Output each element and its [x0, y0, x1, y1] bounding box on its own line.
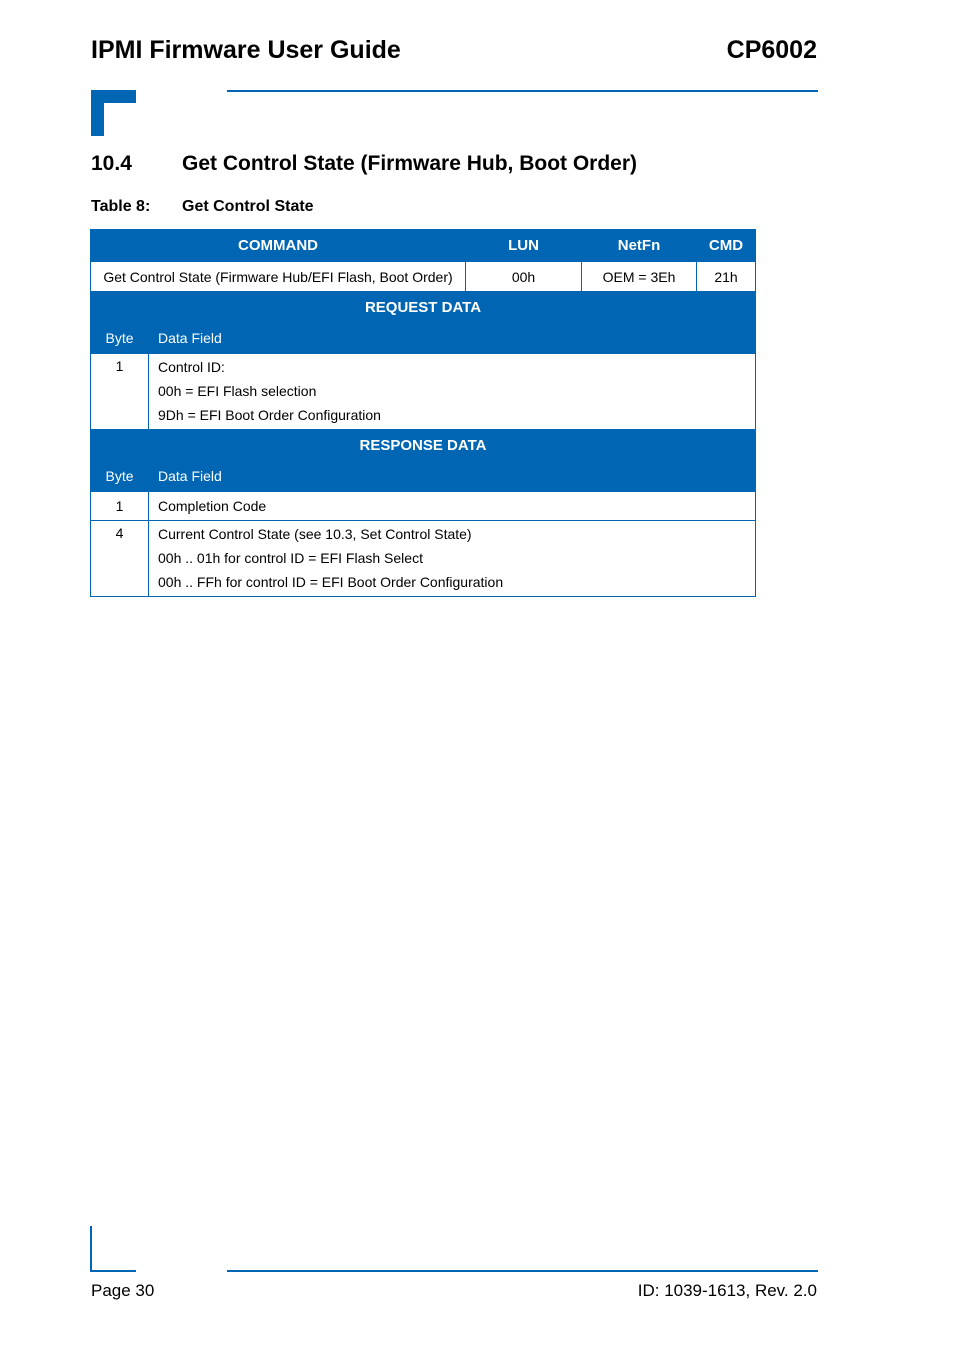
request-subheader-row — [91, 323, 756, 354]
data-field-cell: Completion Code — [149, 492, 756, 521]
byte-cell: 4 — [91, 521, 149, 597]
data-field-line: Current Control State (see 10.3, Set Control State) — [158, 526, 472, 542]
product-name: CP6002 — [726, 36, 817, 64]
footer-rule — [227, 1270, 818, 1272]
column-header-command: COMMAND — [91, 230, 466, 262]
request-field-header: Data Field — [149, 323, 756, 354]
request-section-row — [91, 292, 756, 324]
response-section-row — [91, 430, 756, 462]
section-heading — [91, 152, 637, 176]
page-number: Page 30 — [91, 1281, 155, 1300]
header-rule — [227, 90, 818, 92]
section-number: 10.4 — [91, 152, 132, 175]
byte-cell: 1 — [91, 492, 149, 521]
table-row — [91, 354, 756, 430]
data-field-line: 00h .. 01h for control ID = EFI Flash Select — [158, 550, 423, 566]
byte-cell: 1 — [91, 354, 149, 430]
column-header-netfn: NetFn — [582, 230, 697, 262]
data-field-line: Control ID: — [158, 359, 225, 375]
lun-cell: 00h — [466, 262, 582, 292]
response-subheader-row — [91, 461, 756, 492]
table-caption-label: Table 8: — [91, 198, 151, 215]
data-field-cell — [149, 521, 756, 597]
request-data-title: REQUEST DATA — [91, 292, 756, 324]
data-field-line: 00h .. FFh for control ID = EFI Boot Order Configuration — [158, 574, 504, 590]
response-data-title: RESPONSE DATA — [91, 430, 756, 462]
column-header-cmd: CMD — [697, 230, 756, 262]
data-field-line: 00h = EFI Flash selection — [158, 383, 317, 399]
corner-mark-bottom — [90, 1226, 136, 1272]
get-control-state-table — [90, 229, 756, 597]
command-cell: Get Control State (Firmware Hub/EFI Flash, Boot Order) — [91, 262, 466, 292]
column-header-lun: LUN — [466, 230, 582, 262]
table-caption — [91, 198, 314, 216]
netfn-cell: OEM = 3Eh — [582, 262, 697, 292]
section-title: Get Control State (Firmware Hub, Boot Order) — [182, 152, 638, 175]
data-field-line: 9Dh = EFI Boot Order Configuration — [158, 407, 381, 423]
table-row — [91, 521, 756, 597]
cmd-cell: 21h — [697, 262, 756, 292]
response-field-header: Data Field — [149, 461, 756, 492]
table-caption-title: Get Control State — [182, 198, 314, 215]
command-row — [91, 262, 756, 292]
document-title: IPMI Firmware User Guide — [91, 36, 401, 64]
table-row — [91, 492, 756, 521]
response-byte-header: Byte — [91, 461, 149, 492]
data-field-cell — [149, 354, 756, 430]
corner-mark-top — [91, 90, 136, 136]
request-byte-header: Byte — [91, 323, 149, 354]
column-header-row — [91, 230, 756, 262]
document-id: ID: 1039-1613, Rev. 2.0 — [637, 1281, 817, 1300]
